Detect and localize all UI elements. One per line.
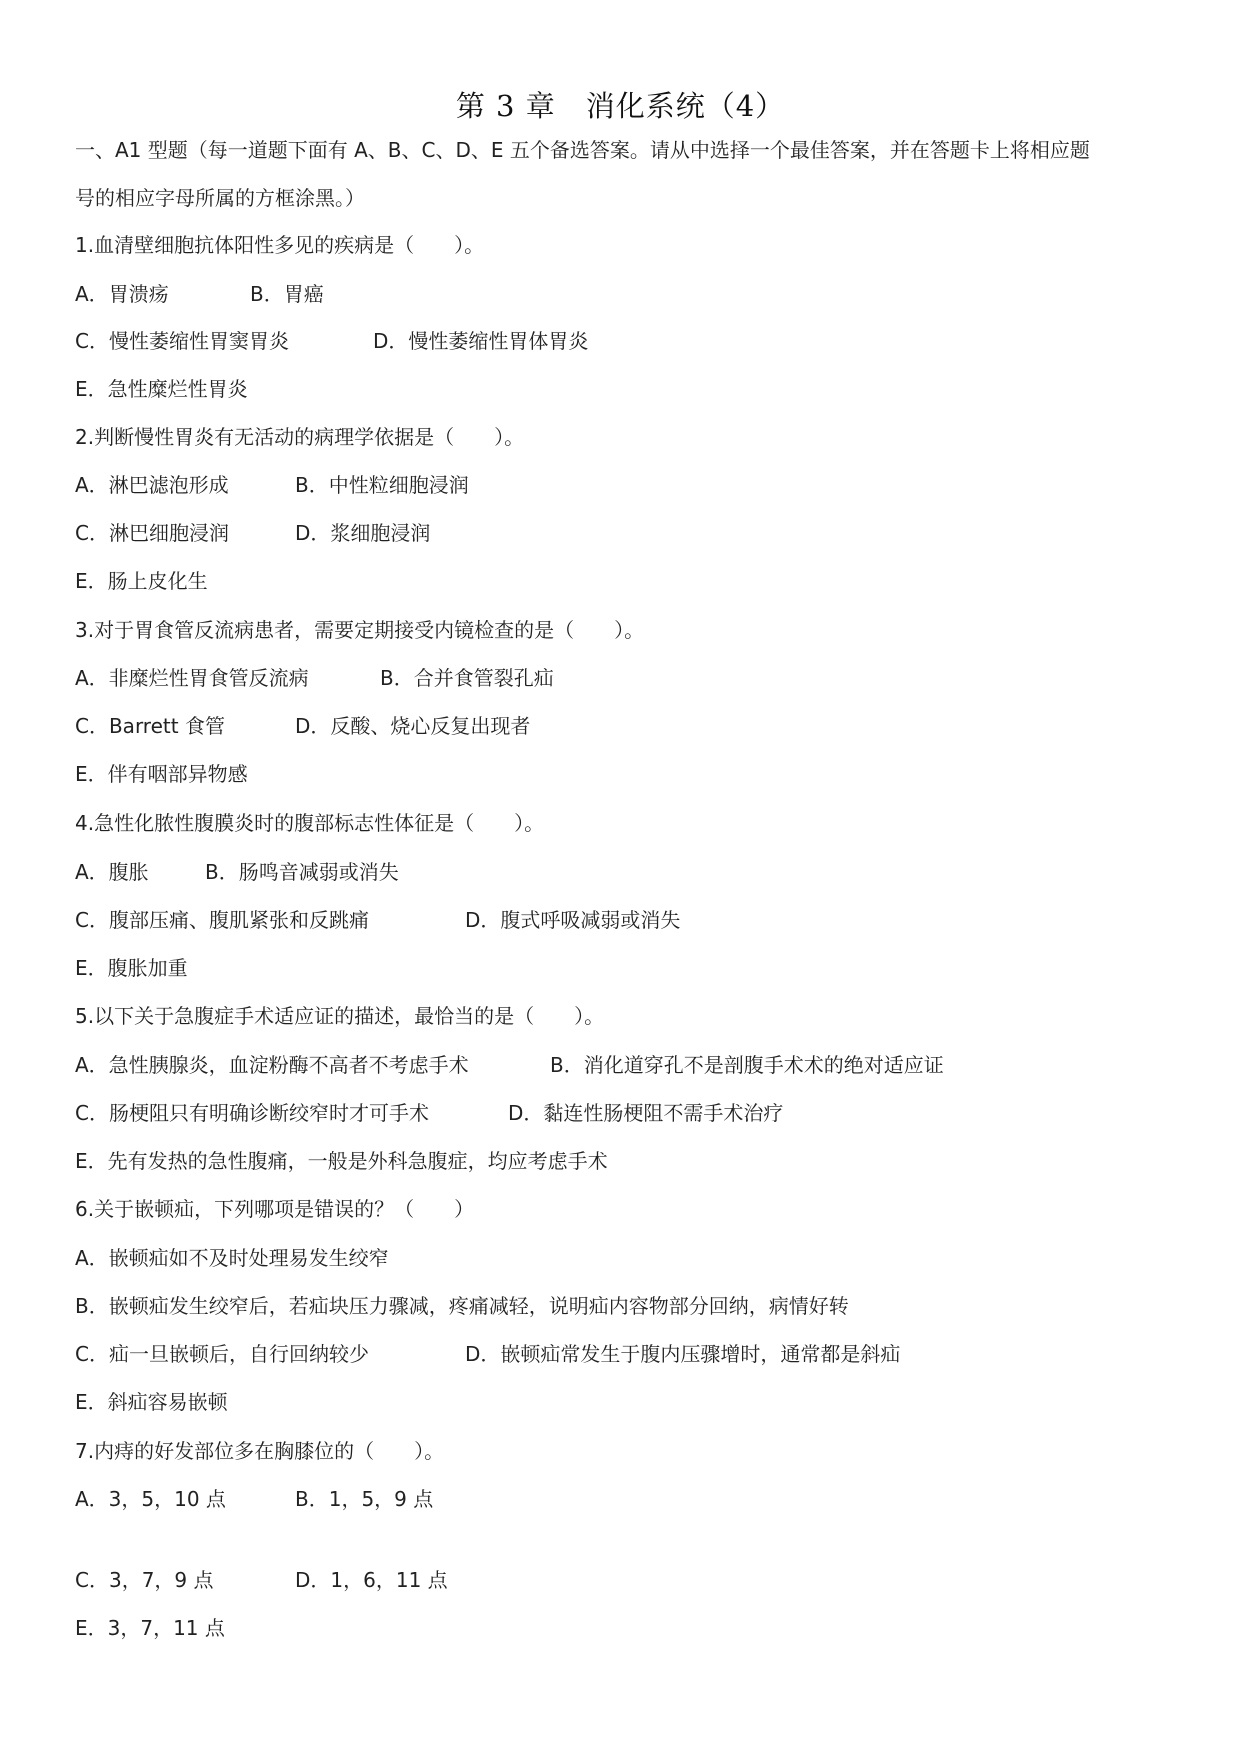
option: C．Barrett 食管 bbox=[75, 714, 225, 738]
option-row bbox=[75, 1485, 434, 1513]
option: E．腹胀加重 bbox=[75, 956, 188, 980]
option-row bbox=[75, 954, 188, 982]
option: D．腹式呼吸减弱或消失 bbox=[465, 908, 681, 932]
option: A．非糜烂性胃食管反流病 bbox=[75, 666, 309, 690]
option-row bbox=[75, 567, 208, 595]
option: D．1，6，11 点 bbox=[295, 1568, 448, 1592]
option-row bbox=[75, 1244, 389, 1272]
option-row bbox=[75, 375, 248, 403]
option-row bbox=[75, 327, 589, 355]
option: B．合并食管裂孔疝 bbox=[380, 666, 554, 690]
section-heading: 一、A1 型题（每一道题下面有 A、B、C、D、E 五个备选答案。请从中选择一个最佳答案，并在答题卡上将相应题 bbox=[75, 138, 1090, 162]
option-row bbox=[75, 1051, 944, 1079]
option: B．1，5，9 点 bbox=[295, 1487, 434, 1511]
option: E．先有发热的急性腹痛，一般是外科急腹症，均应考虑手术 bbox=[75, 1149, 608, 1173]
page-title: 第 3 章 消化系统（4） bbox=[455, 89, 786, 123]
option: E．伴有咽部异物感 bbox=[75, 762, 248, 786]
option-row bbox=[75, 1566, 448, 1594]
question-stem: 3.对于胃食管反流病患者，需要定期接受内镜检查的是（ ）。 bbox=[75, 618, 645, 642]
option-row bbox=[75, 858, 399, 886]
option-row bbox=[75, 760, 248, 788]
option: A．胃溃疡 bbox=[75, 282, 169, 306]
option: C．腹部压痛、腹肌紧张和反跳痛 bbox=[75, 908, 369, 932]
option: B．胃癌 bbox=[250, 282, 324, 306]
option: E．斜疝容易嵌顿 bbox=[75, 1390, 228, 1414]
option: A．腹胀 bbox=[75, 860, 149, 884]
option: C．淋巴细胞浸润 bbox=[75, 521, 229, 545]
option-row bbox=[75, 1292, 849, 1320]
option-row bbox=[75, 664, 554, 692]
option: C．疝一旦嵌顿后，自行回纳较少 bbox=[75, 1342, 369, 1366]
option-row bbox=[75, 1147, 608, 1175]
option: B．中性粒细胞浸润 bbox=[295, 473, 469, 497]
question-stem: 6.关于嵌顿疝，下列哪项是错误的？（ ） bbox=[75, 1197, 475, 1221]
option-row bbox=[75, 712, 531, 740]
option: D．慢性萎缩性胃体胃炎 bbox=[373, 329, 589, 353]
question-stem: 7.内痔的好发部位多在胸膝位的（ ）。 bbox=[75, 1439, 445, 1463]
section-heading-cont: 号的相应字母所属的方框涂黑。） bbox=[75, 186, 365, 210]
option: E．急性糜烂性胃炎 bbox=[75, 377, 248, 401]
option: D．反酸、烧心反复出现者 bbox=[295, 714, 531, 738]
option-row bbox=[75, 1340, 901, 1368]
option: C．3，7，9 点 bbox=[75, 1568, 214, 1592]
option: C．肠梗阻只有明确诊断绞窄时才可手术 bbox=[75, 1101, 429, 1125]
option: B．嵌顿疝发生绞窄后，若疝块压力骤减，疼痛减轻，说明疝内容物部分回纳，病情好转 bbox=[75, 1294, 849, 1318]
option: A．嵌顿疝如不及时处理易发生绞窄 bbox=[75, 1246, 389, 1270]
option: D．黏连性肠梗阻不需手术治疗 bbox=[508, 1101, 784, 1125]
question-stem: 5.以下关于急腹症手术适应证的描述，最恰当的是（ ）。 bbox=[75, 1004, 605, 1028]
option-row bbox=[75, 471, 469, 499]
option: E．肠上皮化生 bbox=[75, 569, 208, 593]
option: E．3，7，11 点 bbox=[75, 1616, 225, 1640]
option: A．3，5，10 点 bbox=[75, 1487, 226, 1511]
question-stem: 2.判断慢性胃炎有无活动的病理学依据是（ ）。 bbox=[75, 425, 525, 449]
option: C．慢性萎缩性胃窦胃炎 bbox=[75, 329, 289, 353]
option: B．消化道穿孔不是剖腹手术术的绝对适应证 bbox=[550, 1053, 944, 1077]
option-row bbox=[75, 906, 681, 934]
option-row bbox=[75, 1388, 228, 1416]
question-stem: 4.急性化脓性腹膜炎时的腹部标志性体征是（ ）。 bbox=[75, 811, 545, 835]
option: B．肠鸣音减弱或消失 bbox=[205, 860, 399, 884]
option: A．淋巴滤泡形成 bbox=[75, 473, 229, 497]
option: D．嵌顿疝常发生于腹内压骤增时，通常都是斜疝 bbox=[465, 1342, 901, 1366]
option-row bbox=[75, 519, 431, 547]
question-stem: 1.血清壁细胞抗体阳性多见的疾病是（ ）。 bbox=[75, 233, 485, 257]
option-row bbox=[75, 1614, 225, 1642]
option: D．浆细胞浸润 bbox=[295, 521, 431, 545]
option: A．急性胰腺炎，血淀粉酶不高者不考虑手术 bbox=[75, 1053, 469, 1077]
option-row bbox=[75, 280, 324, 308]
option-row bbox=[75, 1099, 784, 1127]
